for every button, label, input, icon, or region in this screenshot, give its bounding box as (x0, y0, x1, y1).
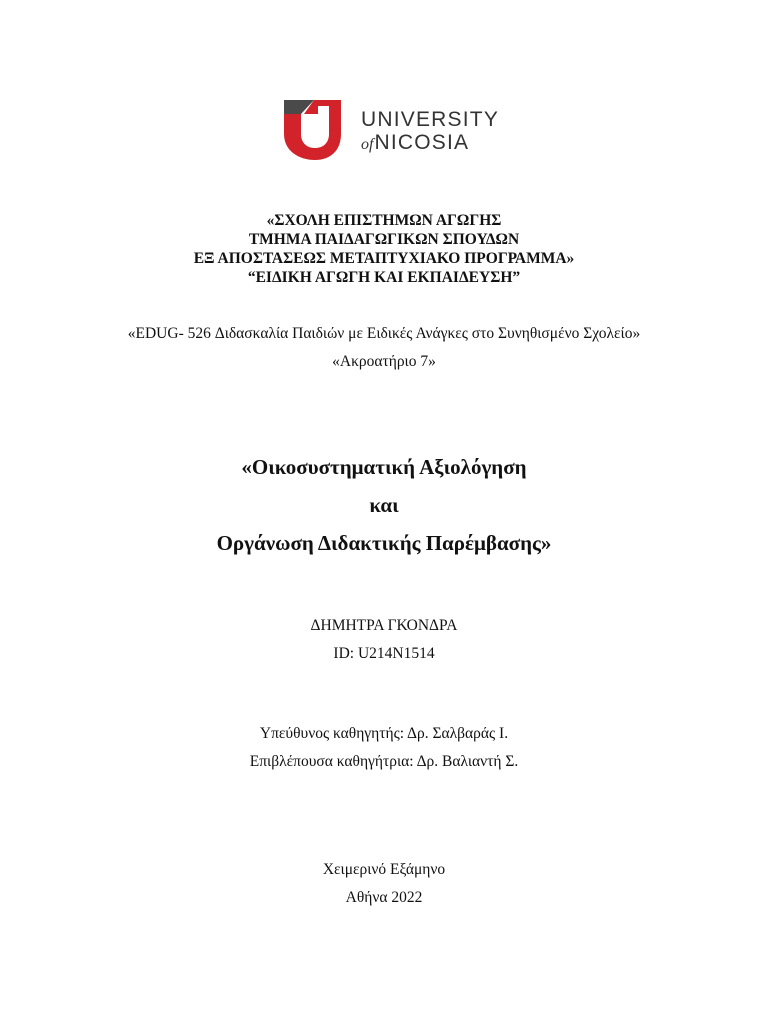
course-info (0, 320, 768, 376)
school-line-3: ΕΞ ΑΠΟΣΤΑΣΕΩΣ ΜΕΤΑΠΤΥΧΙΑΚΟ ΠΡΟΓΡΑΜΜΑ» (193, 250, 575, 267)
title-line-2: και (369, 493, 399, 517)
course-lecture: «Ακροατήριο 7» (332, 353, 436, 370)
logo-wordmark-of: of (361, 136, 374, 153)
title-line-3: Οργάνωση Διδακτικής Παρέμβασης» (216, 531, 552, 555)
semester: Χειμερινό Εξάμηνο (322, 861, 446, 878)
place-year: Αθήνα 2022 (345, 889, 423, 906)
term-block (0, 856, 768, 912)
title-line-1: «Οικοσυστηματική Αξιολόγηση (241, 455, 527, 479)
supervising-professor: Επιβλέπουσα καθηγήτρια: Δρ. Βαλιαντή Σ. (249, 753, 519, 770)
supervisors-block (0, 720, 768, 776)
logo-wordmark-nicosia-text: NICOSIA (374, 131, 470, 154)
school-line-1: «ΣΧΟΛΗ ΕΠΙΣΤΗΜΩΝ ΑΓΩΓΗΣ (266, 212, 502, 229)
university-logo (284, 100, 500, 162)
school-line-2: ΤΜΗΜΑ ΠΑΙΔΑΓΩΓΙΚΩΝ ΣΠΟΥΔΩΝ (248, 231, 520, 248)
responsible-professor: Υπεύθυνος καθηγητής: Δρ. Σαλβαράς Ι. (259, 725, 509, 742)
school-heading (0, 211, 768, 287)
document-title (0, 448, 768, 562)
author-name: ΔΗΜΗΤΡΑ ΓΚΟΝΔΡΑ (310, 617, 458, 634)
logo-wordmark-nicosia (361, 131, 469, 155)
course-name: «EDUG- 526 Διδασκαλία Παιδιών με Ειδικές Ανάγκες στο Συνηθισμένο Σχολείο» (127, 325, 641, 342)
author-block (0, 612, 768, 668)
university-logo-mark-icon (284, 100, 346, 162)
logo-wordmark-university: UNIVERSITY (361, 108, 500, 131)
author-id: ID: U214N1514 (333, 645, 435, 662)
school-line-4: “ΕΙΔΙΚΗ ΑΓΩΓΗ ΚΑΙ ΕΚΠΑΙΔΕΥΣΗ” (247, 269, 521, 286)
